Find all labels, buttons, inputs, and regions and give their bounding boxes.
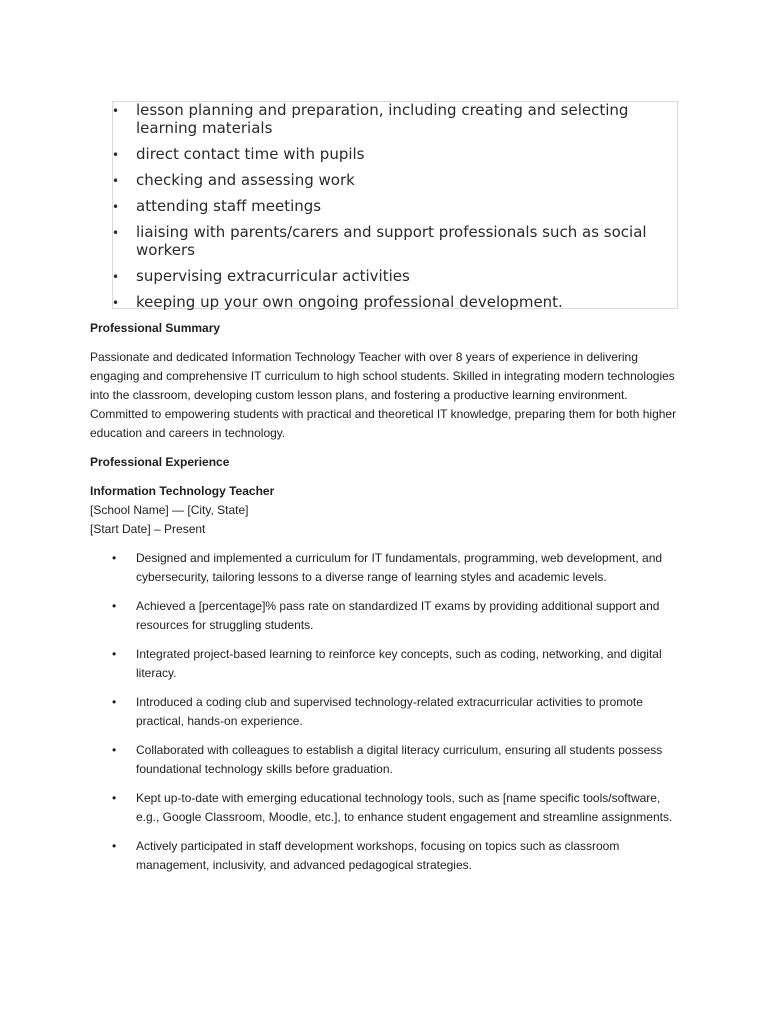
list-item: • Introduced a coding club and supervised technology-related extracurricular activities to promote practical, hands-on experience. [90, 693, 680, 731]
experience-bullets [90, 549, 680, 875]
list-item: • Integrated project-based learning to reinforce key concepts, such as coding, networking, and digital literacy. [90, 645, 680, 683]
list-item: • liaising with parents/carers and support professionals such as social workers [90, 223, 650, 259]
job-title: Information Technology Teacher [90, 484, 275, 498]
summary-heading: Professional Summary [90, 321, 221, 335]
list-item: • attending staff meetings [90, 197, 650, 215]
summary-text: Passionate and dedicated Information Technology Teacher with over 8 years of experience in delivering engaging and comprehensive IT curriculum to high school students. Skilled in integrating modern technologies into the classroom, developing custom lesson plans, and fostering a productive learning environment. Committed to empowering students with practical and theoretical IT knowledge, preparing them for both higher education and careers in technology. [90, 350, 677, 440]
list-item: • supervising extracurricular activities [90, 267, 650, 285]
list-item: • Actively participated in staff development workshops, focusing on topics such as classroom management, inclusivity, and advanced pedagogical strategies. [90, 837, 680, 875]
resume-body [90, 319, 680, 885]
list-item: • Kept up-to-date with emerging educational technology tools, such as [name specific tools/software, e.g., Google Classroom, Moodle, etc.], to enhance student engagement and streamline assignments. [90, 789, 680, 827]
duties-list [90, 101, 650, 311]
job-header [90, 482, 680, 539]
list-item: • Achieved a [percentage]% pass rate on standardized IT exams by providing additional support and resources for struggling students. [90, 597, 680, 635]
list-item: • checking and assessing work [90, 171, 650, 189]
list-item: • direct contact time with pupils [90, 145, 650, 163]
list-item: • Designed and implemented a curriculum for IT fundamentals, programming, web development, and cybersecurity, tailoring lessons to a diverse range of learning styles and academic levels. [90, 549, 680, 587]
list-item: • lesson planning and preparation, including creating and selecting learning materials [90, 101, 650, 137]
experience-heading: Professional Experience [90, 455, 230, 469]
date-line: [Start Date] – Present [90, 522, 206, 536]
list-item: • Collaborated with colleagues to establish a digital literacy curriculum, ensuring all students possess foundational technology skills before graduation. [90, 741, 680, 779]
school-line: [School Name] — [City, State] [90, 503, 249, 517]
list-item: • keeping up your own ongoing professional development. [90, 293, 650, 311]
